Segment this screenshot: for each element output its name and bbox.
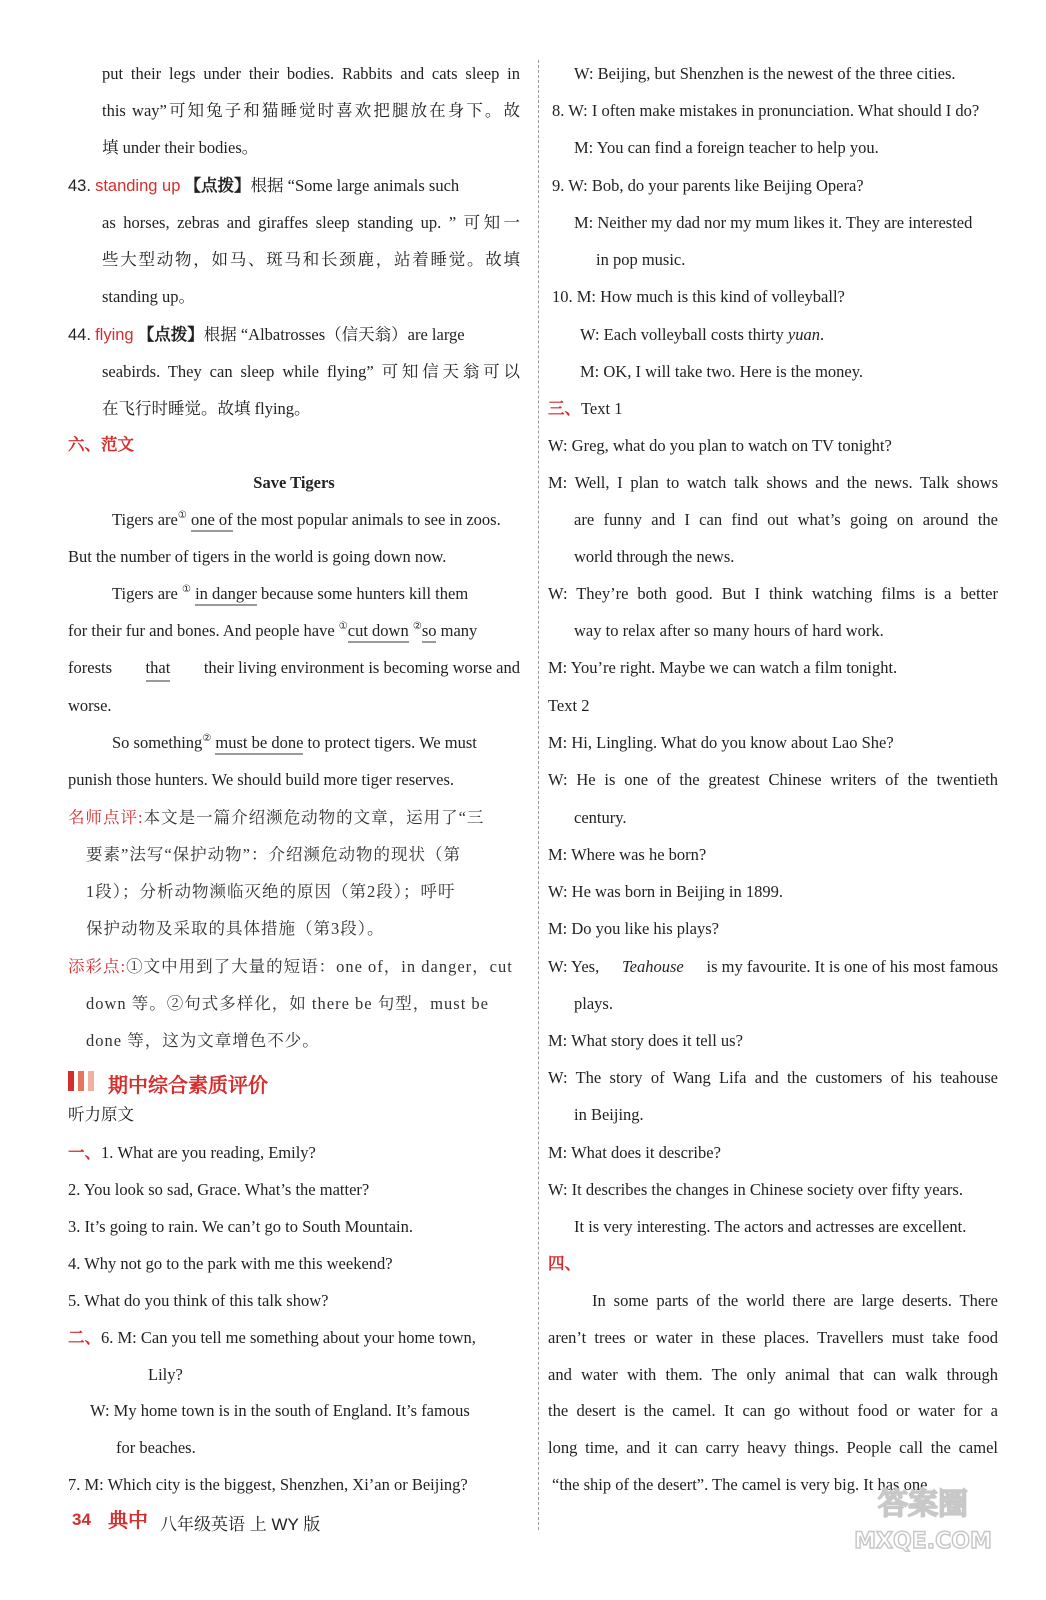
- watermark-title: 答案圈: [878, 1487, 968, 1522]
- comment-line: 1段）；分析动物濒临灭绝的原因（第2段）；呼吁: [86, 882, 456, 901]
- text-span: the most popular animals to see in zoos.: [236, 510, 501, 529]
- text-span: to protect tigers. We must: [307, 733, 477, 752]
- dialogue-line: M: Where was he born?: [548, 845, 707, 864]
- section-mark: 一、: [68, 1143, 101, 1162]
- comment-label: 名师点评:: [68, 808, 144, 827]
- comment-line: done 等，这为文章增色不少。: [86, 1031, 320, 1050]
- book-title: 八年级英语 上 WY 版: [160, 1515, 321, 1534]
- midterm-title: 期中综合素质评价: [108, 1075, 268, 1097]
- dialogue-line: W: They’re both good. But I think watching films is a better: [548, 584, 998, 603]
- watermark-logo: [848, 1478, 998, 1558]
- text-span: So something: [112, 733, 203, 752]
- text-span: forests: [68, 658, 112, 677]
- text-line: 些大型动物，如马、斑马和长颈鹿，站着睡觉。故填: [102, 250, 520, 269]
- highlight-comment: [68, 956, 513, 978]
- comment-text: 本文是一篇介绍濒危动物的文章，运用了“三: [143, 808, 485, 827]
- text-line: put their legs under their bodies. Rabbits and cats sleep in: [102, 64, 520, 83]
- tip-text: 根据 “Some large animals such: [250, 176, 460, 195]
- question-number: 44.: [68, 326, 91, 344]
- text-span: Tigers are: [112, 510, 178, 529]
- passage-line: the desert is the camel. It can go without food or water for a: [548, 1401, 998, 1420]
- passage-line: “the ship of the desert”. The camel is very big. It has one: [552, 1475, 928, 1494]
- essay-title: Save Tigers: [253, 473, 335, 492]
- watermark-url: MXQE.COM: [854, 1529, 992, 1554]
- dialogue-line: It is very interesting. The actors and actresses are excellent.: [574, 1217, 967, 1236]
- question-text: 6. M: Can you tell me something about your home town,: [101, 1328, 476, 1347]
- text-span: many: [440, 621, 478, 640]
- comment-text: ①文中用到了大量的短语：one of，in danger，cut: [126, 957, 513, 976]
- dialogue-line: in pop music.: [596, 250, 686, 269]
- highlighted-phrase: in danger: [195, 584, 257, 606]
- dialogue-line: world through the news.: [574, 547, 735, 566]
- answer-text: flying: [95, 326, 134, 344]
- dialogue-line: plays.: [574, 994, 613, 1013]
- marker: ①: [338, 621, 348, 632]
- dialogue-line: century.: [574, 808, 627, 827]
- question-line: W: My home town is in the south of England. It’s famous: [90, 1401, 470, 1420]
- question-line: 3. It’s going to rain. We can’t go to South Mountain.: [68, 1217, 413, 1236]
- essay-line: [112, 583, 468, 605]
- dialogue-line: [580, 324, 824, 346]
- question-line: Lily?: [148, 1365, 183, 1384]
- answer-text: standing up: [95, 177, 181, 195]
- text-line: 在飞行时睡觉。故填 flying。: [102, 399, 311, 418]
- question-line: [68, 1142, 316, 1164]
- bar-stripe: [68, 1071, 74, 1091]
- essay-line: worse.: [68, 696, 112, 715]
- highlighted-phrase: so: [422, 621, 437, 643]
- question-text: 1. What are you reading, Emily?: [101, 1143, 316, 1162]
- essay-line: [68, 657, 520, 682]
- text-label: Text 1: [581, 399, 623, 418]
- answer-43: [68, 175, 459, 197]
- question-number: 43.: [68, 177, 91, 195]
- bar-stripe: [88, 1071, 94, 1091]
- text-span: .: [819, 325, 825, 344]
- dialogue-line: W: It describes the changes in Chinese society over fifty years.: [548, 1180, 963, 1199]
- comment-line: 保护动物及采取的具体措施（第3段）。: [86, 919, 385, 938]
- essay-line: [112, 509, 501, 531]
- text-line: this way”可知兔子和猫睡觉时喜欢把腿放在身下。故: [102, 101, 520, 120]
- text-span: W: Each volleyball costs thirty: [580, 325, 784, 344]
- comment-line: 要素”法写“保护动物”：介绍濒危动物的现状（第: [86, 845, 461, 864]
- text-span: for their fur and bones. And people have: [68, 621, 335, 640]
- comment-label: 添彩点:: [68, 957, 127, 976]
- text-span: because some hunters kill them: [261, 584, 469, 603]
- text-heading: Text 2: [548, 696, 590, 715]
- dialogue-line: M: What does it describe?: [548, 1143, 721, 1162]
- question-line: 2. You look so sad, Grace. What’s the matter?: [68, 1180, 370, 1199]
- passage-line: aren’t trees or water in these places. Travellers must take food: [548, 1328, 998, 1347]
- highlighted-phrase: must be done: [215, 733, 303, 755]
- section-mark: 三、: [548, 399, 581, 418]
- text-span: their living environment is becoming worse and: [203, 658, 520, 677]
- passage-line: long time, and it can carry heavy things. People call the camel: [548, 1438, 998, 1457]
- section-mark: 二、: [68, 1328, 101, 1347]
- essay-line: punish those hunters. We should build more tiger reserves.: [68, 770, 455, 789]
- listening-heading: 听力原文: [68, 1105, 134, 1124]
- dialogue-line: M: Well, I plan to watch talk shows and the news. Talk shows: [548, 473, 998, 492]
- dialogue-line: W: The story of Wang Lifa and the customers of his teahouse: [548, 1068, 998, 1087]
- text-line: seabirds. They can sleep while flying” 可知信天翁可以: [102, 362, 520, 381]
- text-span: yuan: [787, 325, 820, 344]
- highlighted-phrase: that: [146, 657, 171, 682]
- passage-line: In some parts of the world there are large deserts. There: [592, 1291, 998, 1310]
- dialogue-line: in Beijing.: [574, 1105, 644, 1124]
- essay-line: But the number of tigers in the world is going down now.: [68, 547, 447, 566]
- text-heading: [548, 398, 622, 420]
- dialogue-line: W: Beijing, but Shenzhen is the newest of the three cities.: [574, 64, 956, 83]
- dialogue-line: way to relax after so many hours of hard work.: [574, 621, 884, 640]
- column-divider: [538, 60, 539, 1530]
- dialogue-line: M: You can find a foreign teacher to help you.: [574, 138, 879, 157]
- comment-line: down 等。②句式多样化，如 there be 句型，must be: [86, 994, 490, 1013]
- passage-line: and water with them. The only animal that can walk through: [548, 1365, 998, 1384]
- text-span: W: Yes,: [548, 957, 600, 976]
- dialogue-line: [548, 956, 998, 978]
- text-line: standing up。: [102, 287, 196, 306]
- dialogue-line: W: He was born in Beijing in 1899.: [548, 882, 783, 901]
- dialogue-line: M: Do you like his plays?: [548, 919, 719, 938]
- question-line: 7. M: Which city is the biggest, Shenzhen, Xi’an or Beijing?: [68, 1475, 468, 1494]
- marker: ②: [202, 733, 212, 744]
- text-line: 填 under their bodies。: [102, 138, 259, 157]
- marker: ②: [412, 621, 422, 632]
- section-heading-6: 六、范文: [68, 435, 134, 454]
- text-span: is my favourite. It is one of his most famous: [706, 957, 998, 976]
- text-span: Tigers are: [112, 584, 178, 603]
- page-number: 34: [72, 1510, 91, 1529]
- dialogue-line: M: Neither my dad nor my mum likes it. They are interested: [574, 213, 973, 232]
- dialogue-line: W: He is one of the greatest Chinese writers of the twentieth: [548, 770, 998, 789]
- dialogue-line: 9. W: Bob, do your parents like Beijing Opera?: [552, 176, 864, 195]
- dialogue-line: are funny and I can find out what’s going on around the: [574, 510, 998, 529]
- question-line: for beaches.: [116, 1438, 196, 1457]
- teacher-comment: [68, 807, 484, 829]
- question-line: 4. Why not go to the park with me this weekend?: [68, 1254, 393, 1273]
- dialogue-line: M: What story does it tell us?: [548, 1031, 743, 1050]
- essay-line: [112, 732, 477, 754]
- dialogue-line: M: Hi, Lingling. What do you know about Lao She?: [548, 733, 894, 752]
- dialogue-line: W: Greg, what do you plan to watch on TV tonight?: [548, 436, 892, 455]
- text-span: Teahouse: [622, 957, 684, 976]
- tip-tag: 【点拨】: [137, 325, 204, 344]
- question-line: 5. What do you think of this talk show?: [68, 1291, 329, 1310]
- section-mark-4: 四、: [548, 1254, 581, 1273]
- answer-44: [68, 324, 465, 346]
- brand-logo: 典中: [108, 1510, 148, 1532]
- dialogue-line: M: OK, I will take two. Here is the money.: [580, 362, 864, 381]
- dialogue-line: 8. W: I often make mistakes in pronunciation. What should I do?: [552, 101, 980, 120]
- highlighted-phrase: one of: [191, 510, 233, 532]
- question-line: [68, 1327, 476, 1349]
- tip-tag: 【点拨】: [184, 176, 251, 195]
- marker: ①: [181, 584, 191, 595]
- text-line: as horses, zebras and giraffes sleep standing up. ” 可知一: [102, 213, 520, 232]
- marker: ①: [177, 510, 187, 521]
- tip-text: 根据 “Albatrosses（信天翁）are large: [203, 325, 465, 344]
- dialogue-line: M: You’re right. Maybe we can watch a film tonight.: [548, 658, 898, 677]
- essay-line: [68, 620, 477, 642]
- dialogue-line: 10. M: How much is this kind of volleyball?: [552, 287, 845, 306]
- highlighted-phrase: cut down: [348, 621, 409, 643]
- bar-stripe: [78, 1071, 84, 1091]
